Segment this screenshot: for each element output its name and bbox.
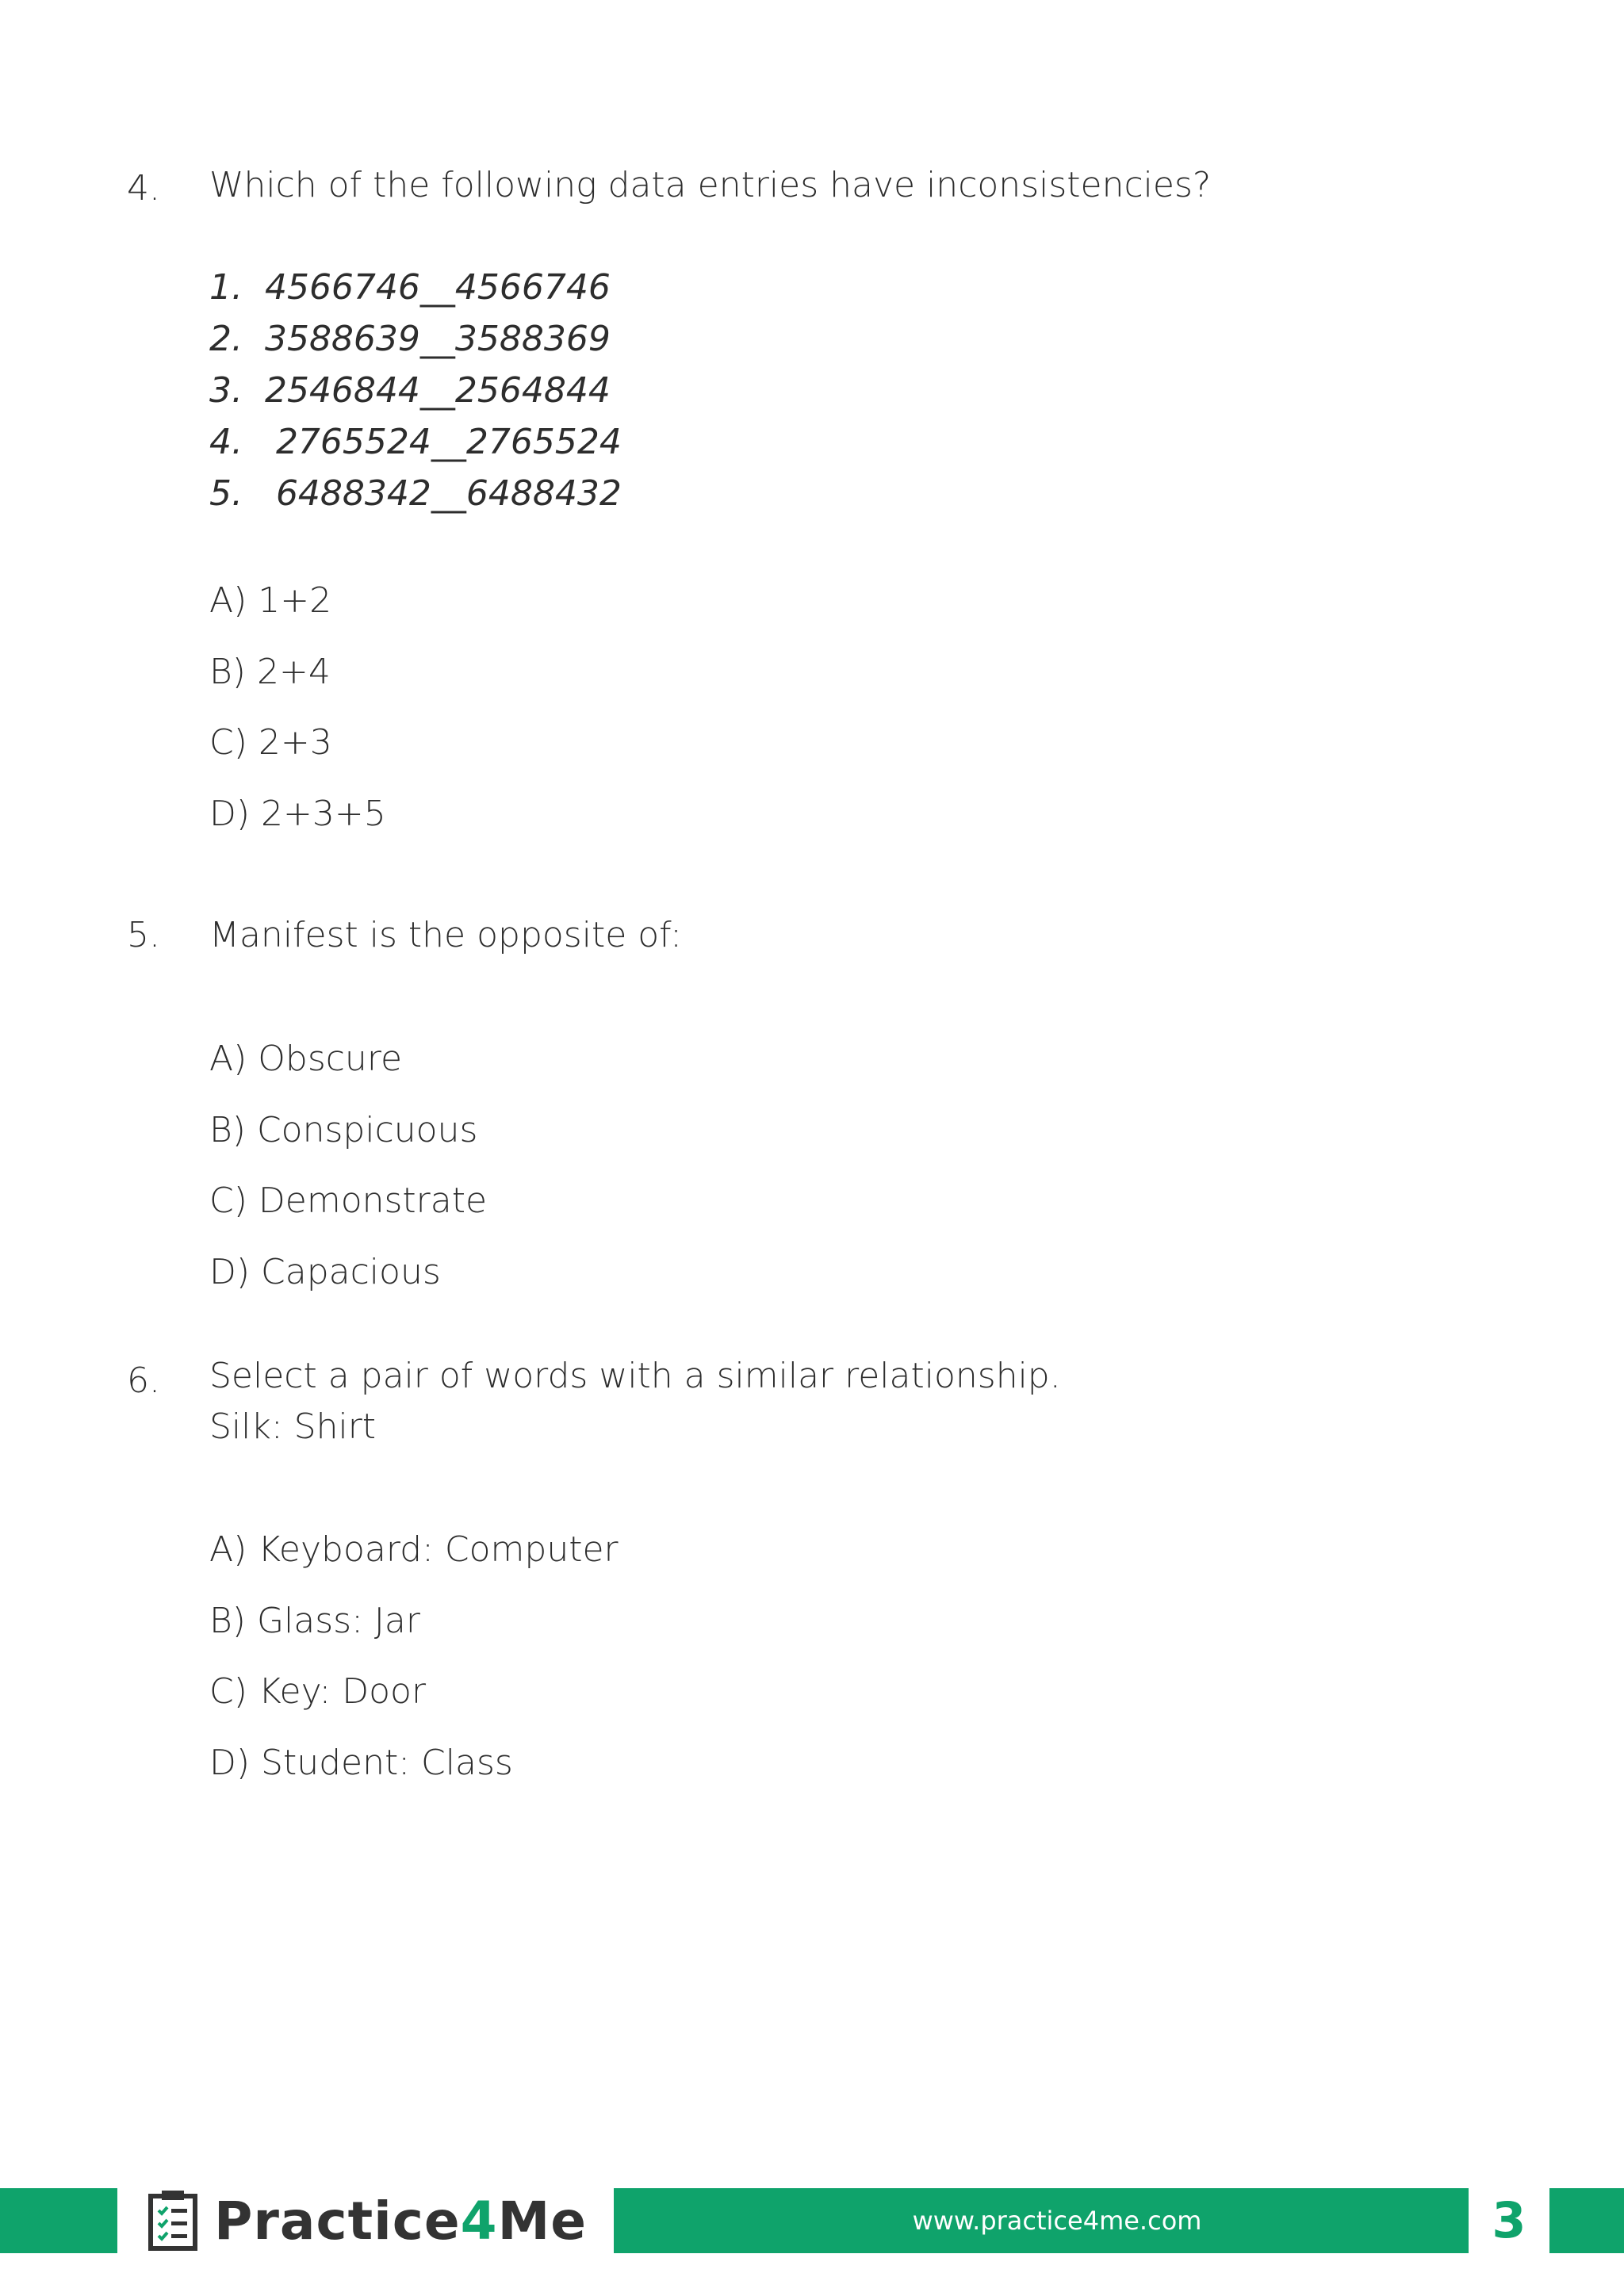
footer-accent-bar-right [1549,2188,1624,2253]
answer-option-a: A) Obscure [209,1039,403,1079]
data-entry: 1. 4566746__4566746 [209,267,611,308]
question-4-text: Which of the following data entries have inconsistencies? [209,165,1212,205]
answer-option-d: D) Student: Class [209,1742,513,1783]
question-6-subtext: Silk: Shirt [209,1406,377,1447]
answer-option-d: D) 2+3+5 [209,793,386,834]
answer-option-c: C) Key: Door [209,1671,427,1712]
brand-wordmark-prefix: Practice [214,2190,461,2252]
brand-wordmark-suffix: Me [497,2190,588,2252]
answer-option-d: D) Capacious [209,1251,441,1292]
data-entry: 3. 2546844__2564844 [209,370,611,411]
answer-option-c: C) 2+3 [209,722,332,763]
question-5-text: Manifest is the opposite of: [209,915,682,955]
question-6-number: 6. [127,1360,160,1401]
answer-option-a: A) 1+2 [209,580,332,621]
footer-accent-bar-left [0,2188,117,2253]
data-entry: 5. 6488342__6488432 [209,473,622,514]
page-footer [0,2188,1624,2253]
page-number: 3 [1492,2191,1526,2249]
question-5-number: 5. [127,915,160,955]
data-entry: 2. 3588639__3588369 [209,319,611,359]
brand-logo [147,2188,587,2253]
brand-wordmark [214,2191,587,2252]
answer-option-b: B) Conspicuous [209,1109,478,1150]
answer-option-a: A) Keyboard: Computer [209,1529,619,1570]
question-5-options [209,1034,487,1318]
answer-option-b: B) Glass: Jar [209,1600,420,1641]
answer-option-b: B) 2+4 [209,651,331,692]
question-6-options [209,1525,619,1808]
question-6-text: Select a pair of words with a similar relationship. [209,1356,1061,1396]
checklist-icon [147,2188,203,2253]
data-entry: 4. 2765524__2765524 [209,422,622,462]
question-4-options [209,576,386,859]
website-url: www.practice4me.com [912,2206,1202,2236]
question-4-data-entries [209,262,622,519]
question-4-number: 4. [127,168,160,209]
brand-wordmark-accent: 4 [460,2190,498,2252]
answer-option-c: C) Demonstrate [209,1181,488,1221]
